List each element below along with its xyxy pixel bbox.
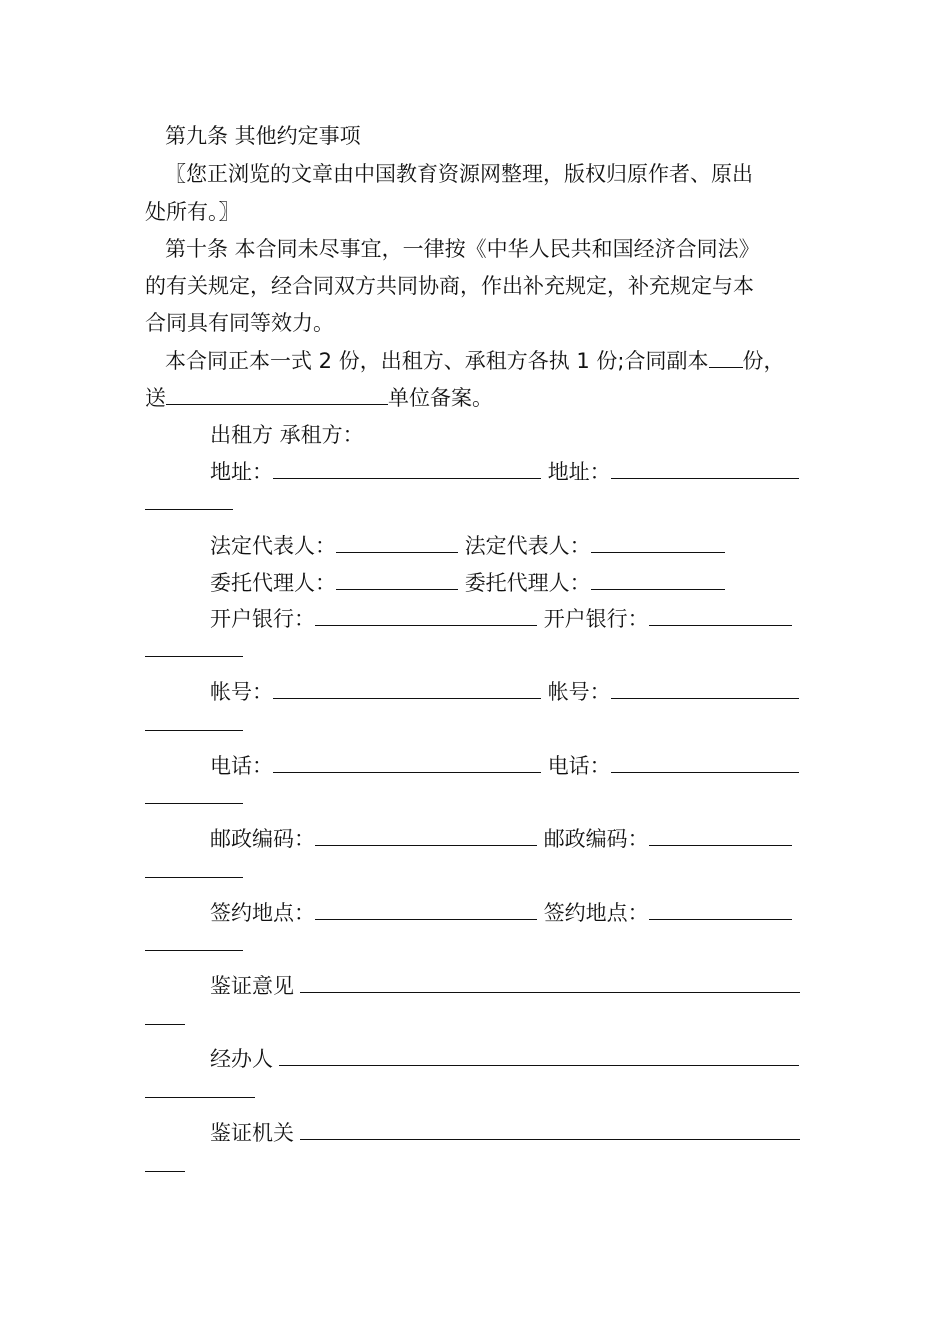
- phone-row: 电话： 电话：: [210, 750, 799, 780]
- bank-row: 开户银行： 开户银行：: [210, 603, 792, 633]
- lessor-account-blank[interactable]: [273, 676, 541, 699]
- verify-opinion-blank[interactable]: [300, 970, 800, 993]
- filing-unit-blank[interactable]: [166, 382, 388, 405]
- lessor-phone-blank[interactable]: [273, 750, 541, 773]
- verify-org-row: 鉴证机关: [210, 1117, 800, 1147]
- lessor-postcode-blank[interactable]: [315, 823, 537, 846]
- article-9-heading: 第九条 其他约定事项: [165, 124, 361, 148]
- copies-count-blank[interactable]: [709, 345, 743, 368]
- verify-opinion-row: 鉴证意见: [210, 970, 800, 1000]
- article-10-line-1: 第十条 本合同未尽事宜，一律按《中华人民共和国经济合同法》: [165, 237, 760, 261]
- lessor-bank-blank[interactable]: [315, 603, 537, 626]
- handler-row: 经办人: [210, 1043, 799, 1073]
- lessee-legal-rep-blank[interactable]: [591, 530, 725, 553]
- source-notice-line-1: 〖您正浏览的文章由中国教育资源网整理，版权归原作者、原出: [165, 162, 753, 186]
- parties-heading: 出租方 承租方：: [210, 423, 364, 447]
- phone-continuation-line: [145, 803, 243, 804]
- filing-clause: 送 单位备案。: [145, 382, 493, 412]
- postcode-continuation-line: [145, 877, 243, 878]
- lessee-postcode-blank[interactable]: [649, 823, 792, 846]
- verify-org-blank[interactable]: [300, 1117, 800, 1140]
- copies-clause: 本合同正本一式 2 份，出租方、承租方各执 1 份;合同副本 份，: [165, 345, 785, 375]
- address-continuation-line: [145, 509, 233, 510]
- bank-continuation-line: [145, 656, 243, 657]
- lessee-phone-blank[interactable]: [611, 750, 799, 773]
- sign-place-continuation-line: [145, 950, 243, 951]
- verify-org-continuation-line: [145, 1171, 185, 1172]
- article-10-line-3: 合同具有同等效力。: [145, 311, 334, 335]
- lessee-account-blank[interactable]: [611, 676, 799, 699]
- lessor-sign-place-blank[interactable]: [315, 897, 537, 920]
- account-continuation-line: [145, 730, 243, 731]
- address-row: 地址： 地址：: [210, 456, 799, 486]
- lessee-address-blank[interactable]: [611, 456, 799, 479]
- lessor-agent-blank[interactable]: [336, 567, 458, 590]
- lessee-agent-blank[interactable]: [591, 567, 725, 590]
- article-10-line-2: 的有关规定，经合同双方共同协商，作出补充规定，补充规定与本: [145, 274, 754, 298]
- lessor-legal-rep-blank[interactable]: [336, 530, 458, 553]
- agent-row: 委托代理人： 委托代理人：: [210, 567, 725, 597]
- legal-rep-row: 法定代表人： 法定代表人：: [210, 530, 725, 560]
- handler-blank[interactable]: [279, 1043, 799, 1066]
- source-notice-line-2: 处所有。〗: [145, 200, 240, 224]
- account-row: 帐号： 帐号：: [210, 676, 799, 706]
- verify-opinion-continuation-line: [145, 1024, 185, 1025]
- sign-place-row: 签约地点： 签约地点：: [210, 897, 792, 927]
- lessee-sign-place-blank[interactable]: [649, 897, 792, 920]
- lessee-bank-blank[interactable]: [649, 603, 792, 626]
- postcode-row: 邮政编码： 邮政编码：: [210, 823, 792, 853]
- handler-continuation-line: [145, 1097, 255, 1098]
- lessor-address-blank[interactable]: [273, 456, 541, 479]
